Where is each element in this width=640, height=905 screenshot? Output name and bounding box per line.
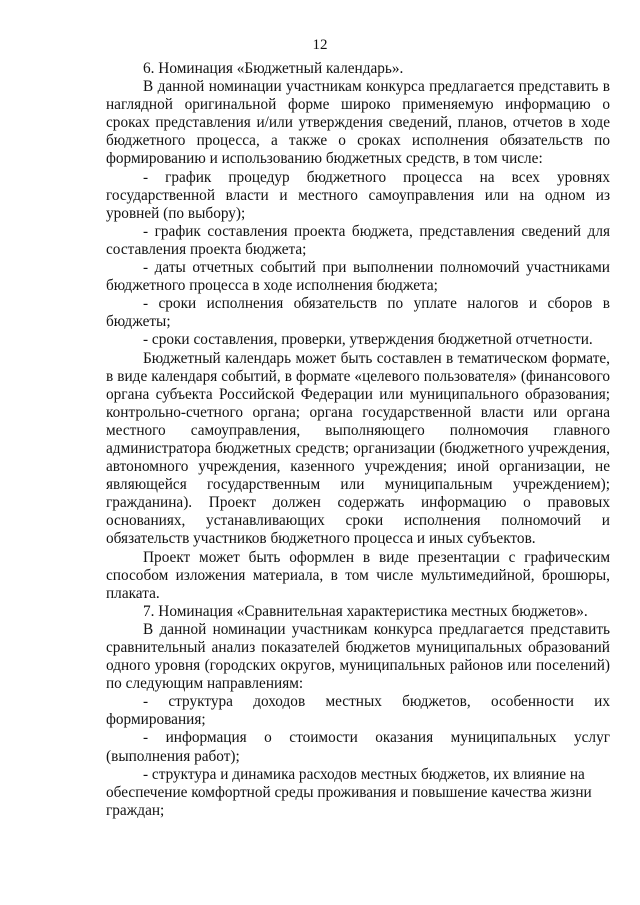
document-body [106, 60, 610, 820]
list-item-budget-process-schedule: - график процедур бюджетного процесса на всех уровнях государственной власти и местного самоуправления или на одном из уровней (по выбору); [106, 168, 610, 222]
list-item-reporting-deadlines: - сроки составления, проверки, утверждения бюджетной отчетности. [143, 331, 593, 349]
nomination-7-heading: 7. Номинация «Сравнительная характеристика местных бюджетов». [143, 602, 588, 620]
list-item-revenue-structure: - структура доходов местных бюджетов, особенности их формирования; [106, 693, 610, 729]
list-item-expenditure-structure: - структура и динамика расходов местных бюджетов, их влияние на обеспечение комфортной среды проживания и повышение качества жизни граждан; [106, 765, 592, 819]
calendar-format-paragraph: Бюджетный календарь может быть составлен в тематическом формате, в виде календаря событий, в формате «целевого пользователя» (финансового органа субъекта Российской Федерации или муниципального образования; контрольно-счетного органа; органа государственной власти или органа местного самоуправления, выполняющего полномочия главного администратора бюджетных средств; организации (бюджетного учреждения, автономного учреждения, казенного учреждения; иной организации, не являющейся государственным или муниципальным учреждением); гражданина). Проект должен содержать информацию о правовых основаниях, устанавливающих сроки исполнения полномочий и обязательств участников бюджетного процесса и иных субъектов. [106, 349, 610, 548]
presentation-format-paragraph: Проект может быть оформлен в виде презентации с графическим способом изложения материала, в том числе мультимедийной, брошюры, плаката. [106, 548, 610, 602]
page-number: 12 [312, 37, 328, 53]
list-item-budget-draft-schedule: - график составления проекта бюджета, представления сведений для составления проекта бюджета; [106, 222, 610, 258]
list-item-service-cost: - информация о стоимости оказания муниципальных услуг (выполнения работ); [106, 729, 610, 765]
nomination-6-heading: 6. Номинация «Бюджетный календарь». [143, 60, 404, 77]
nomination-6-intro-paragraph: В данной номинации участникам конкурса предлагается представить в наглядной оригинальной форме широко применяемую информацию о сроках представления и/или утверждения сведений, планов, отчетов в ходе бюджетного процесса, а также о сроках исполнения обязательств по формированию и использованию бюджетных средств, в том числе: [106, 78, 610, 168]
list-item-tax-deadlines: - сроки исполнения обязательств по уплате налогов и сборов в бюджеты; [106, 295, 610, 331]
list-item-reporting-dates: - даты отчетных событий при выполнении полномочий участниками бюджетного процесса в ходе исполнения бюджета; [106, 259, 610, 295]
nomination-7-intro-paragraph: В данной номинации участникам конкурса предлагается представить сравнительный анализ показателей бюджетов муниципальных образований одного уровня (городских округов, муниципальных районов или поселений) по следующим направлениям: [106, 620, 610, 693]
